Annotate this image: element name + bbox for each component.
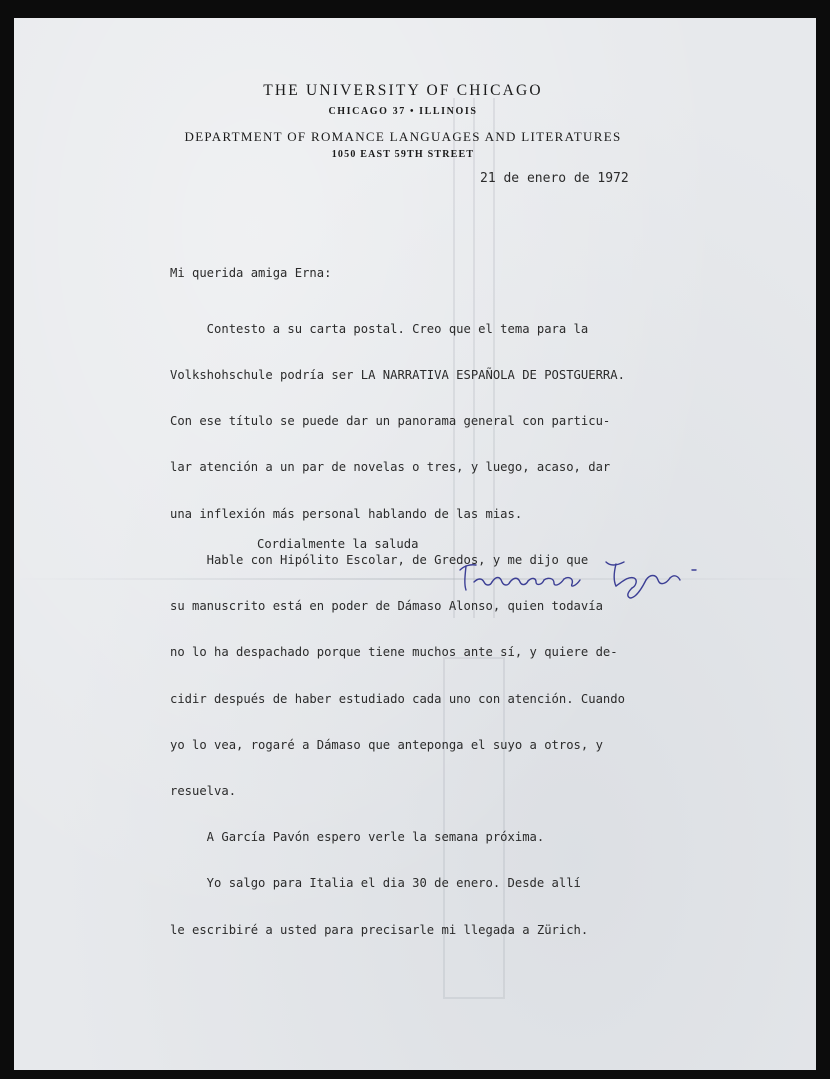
body-line: lar atención a un par de novelas o tres, y luego, acaso, dar: [170, 460, 611, 475]
letter-salutation: Mi querida amiga Erna:: [170, 266, 332, 280]
body-line: A García Pavón espero verle la semana próxima.: [170, 830, 545, 845]
body-line: no lo ha despachado porque tiene muchos ante sí, y quiere de-: [170, 645, 618, 660]
letterhead-department: DEPARTMENT OF ROMANCE LANGUAGES AND LITERATURES: [184, 129, 622, 144]
body-line: resuelva.: [170, 784, 237, 798]
body-line: yo lo vea, rogaré a Dámaso que anteponga el suyo a otros, y: [170, 737, 603, 752]
letter-sheet: [14, 18, 816, 1070]
body-line: Yo salgo para Italia el dia 30 de enero. Desde allí: [170, 876, 581, 891]
letterhead-university: THE UNIVERSITY OF CHICAGO: [263, 82, 543, 99]
body-line: Con ese título se puede dar un panorama general con particu-: [170, 414, 611, 429]
letter-body: [170, 291, 625, 969]
body-line: su manuscrito está en poder de Dámaso Alonso, quien todavía: [170, 599, 603, 614]
letterhead-city: CHICAGO 37 • ILLINOIS: [328, 106, 478, 117]
letter-date: 21 de enero de 1972: [480, 171, 629, 186]
body-line: cidir después de haber estudiado cada uno con atención. Cuando: [170, 691, 625, 706]
body-line: le escribiré a usted para precisarle mi llegada a Zürich.: [170, 922, 589, 937]
body-line: Contesto a su carta postal. Creo que el tema para la: [170, 321, 589, 336]
letterhead-street: 1050 EAST 59TH STREET: [331, 149, 475, 160]
body-line: Hable con Hipólito Escolar, de Gredos, y me dijo que: [170, 552, 589, 567]
handwritten-signature: [456, 552, 726, 602]
body-line: Volkshohschule podría ser LA NARRATIVA ESPAÑOLA DE POSTGUERRA.: [170, 368, 625, 383]
body-line: una inflexión más personal hablando de las mias.: [170, 506, 523, 521]
letter-closing: Cordialmente la saluda: [257, 537, 419, 551]
